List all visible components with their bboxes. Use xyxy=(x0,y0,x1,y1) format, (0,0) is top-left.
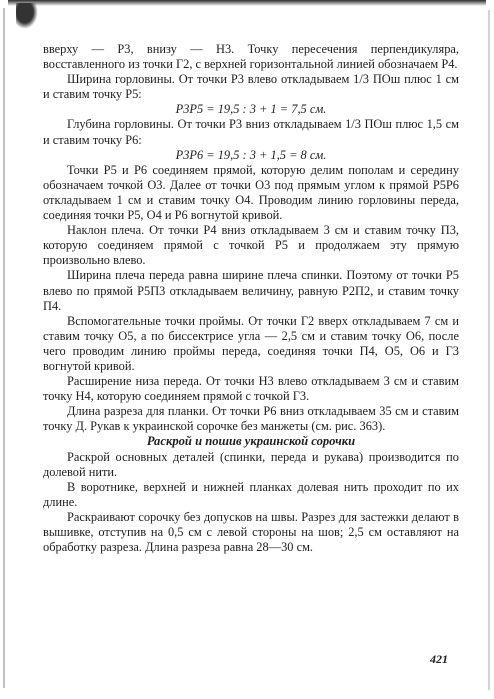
paragraph-neck-line: Точки P5 и P6 соединяем прямой, которую делим пополам и середину обозначаем точкой O3. Далее от точки O3 под прямым углом к прямой P5P6 откладываем 1 см и ставим точку O4. Проводим линию горловины переда, соединяя точки P5, O4 и P6 вогнутой кривой. xyxy=(43,162,459,223)
paragraph-slit: Раскраивают сорочку без допусков на швы. Разрез для застежки делают в вышивке, отступив на 0,5 см с левой стороны на шов; 2,5 см оставляют на обработку разреза. Длина разреза равна 28—30 см. xyxy=(43,509,459,555)
paragraph-continuation: вверху — P3, внизу — H3. Точку пересечения перпендикуляра, восставленного из точки Г2, с верхней горизонтальной линией обозначаем P4. xyxy=(43,42,459,72)
paragraph-collar: В воротнике, верхней и нижней планках долевая нить проходит по их длине. xyxy=(43,479,459,509)
paragraph-hem-widening: Расширение низа переда. От точки H3 влево откладываем 3 см и ставим точку H4, которую соединяем прямой с точкой Г3. xyxy=(43,374,459,404)
page-text xyxy=(43,42,459,555)
paragraph-armhole-points: Вспомогательные точки проймы. От точки Г2 вверх откладываем 7 см и ставим точку O5, а по биссектрисе угла — 2,5 см и ставим точку O6, после чего проводим линию проймы переда, соединяя точки П4, O5, O6 и Г3 вогнутой кривой. xyxy=(43,313,459,373)
paragraph-neck-depth: Глубина горловины. От точки P3 вниз откладываем 1/3 ПОш плюс 1,5 см и ставим точку P6: xyxy=(43,117,459,147)
scan-top-edge xyxy=(8,0,486,6)
paragraph-neck-width: Ширина горловины. От точки P3 влево откладываем 1/3 ПОш плюс 1 см и ставим точку P5: xyxy=(43,72,459,102)
page-number: 421 xyxy=(430,652,448,666)
paragraph-placket-length: Длина разреза для планки. От точки P6 вниз откладываем 35 см и ставим точку Д. Рукав к украинской сорочке без манжеты (см. рис. 363). xyxy=(43,404,459,434)
scan-right-edge xyxy=(488,10,490,690)
formula-neck-depth: P3P6 = 19,5 : 3 + 1,5 = 8 см. xyxy=(175,147,327,162)
scan-corner-mark xyxy=(16,3,38,29)
formula-neck-width: P3P5 = 19,5 : 3 + 1 = 7,5 см. xyxy=(175,102,327,117)
paragraph-shoulder-slope: Наклон плеча. От точки P4 вниз откладываем 3 см и ставим точку П3, которую соединяем прямой с точкой P5 и продолжаем эту прямую произвольно влево. xyxy=(43,223,459,268)
paragraph-shoulder-width: Ширина плеча переда равна ширине плеча спинки. Поэтому от точки P5 влево по прямой P5П3 откладываем величину, равную P2П2, и ставим точку П4. xyxy=(43,268,459,313)
section-heading: Раскрой и пошив украинской сорочки xyxy=(146,434,356,449)
scan-left-edge xyxy=(3,8,5,688)
paragraph-cutting: Раскрой основных деталей (спинки, переда и рукава) производится по долевой нити. xyxy=(43,449,459,479)
